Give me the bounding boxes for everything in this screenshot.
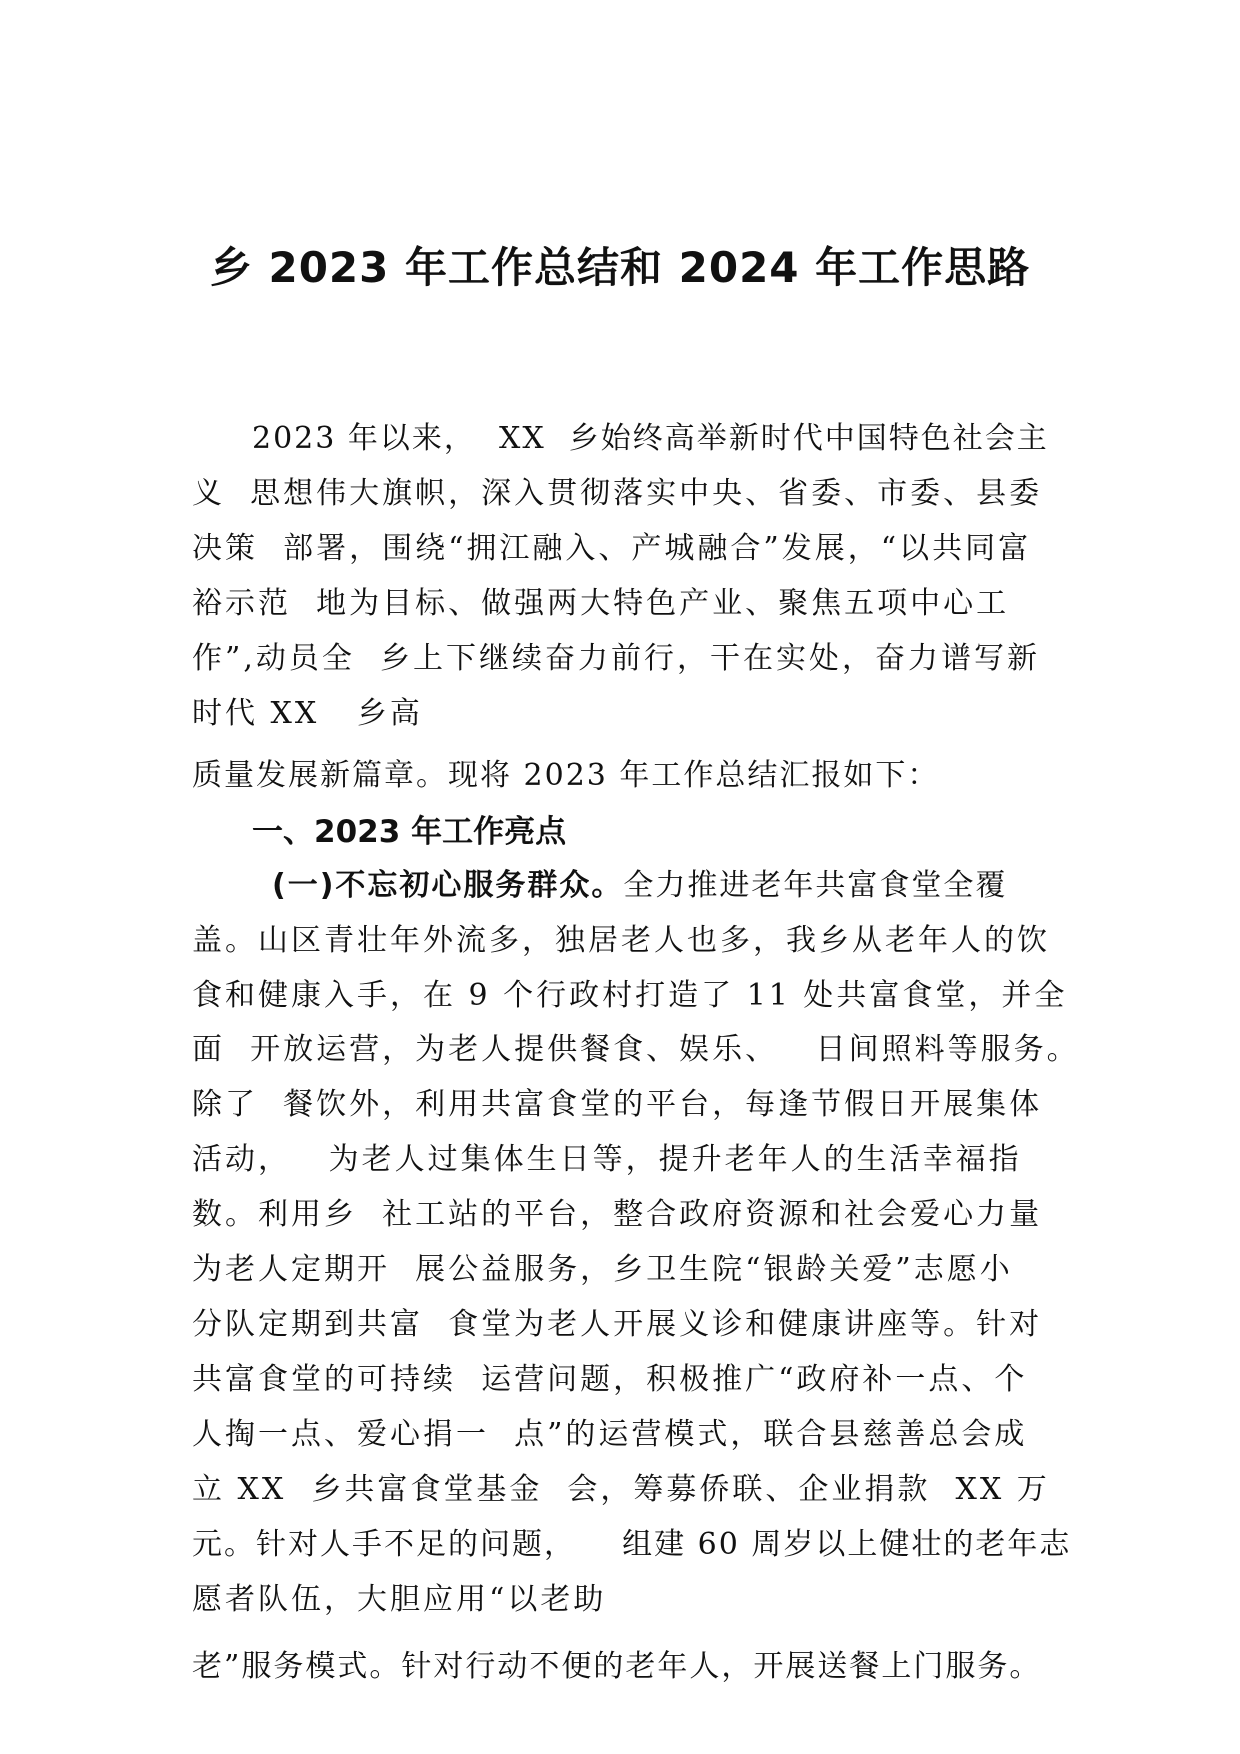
intro-line-6: 时代 XX 乡高 (192, 696, 423, 731)
subsection-line-12: 立 XX 乡共富食堂基金 会，筹募侨联、企业捐款 XX 万 (192, 1472, 1050, 1507)
intro-line-4: 裕示范 地为目标、做强两大特色产业、聚焦五项中心工 (192, 586, 1010, 621)
subsection-line-3: 食和健康入手，在 9 个行政村打造了 11 处共富食堂，并全 (192, 978, 1068, 1013)
intro-line-1: 2023 年以来， XX 乡始终高举新时代中国特色社会主 (252, 421, 1049, 456)
intro-line-3: 决策 部署，围绕“拥江融入、产城融合”发展，“以共同富 (192, 531, 1032, 566)
subsection-line-1: 全力推进老年共富食堂全覆 (623, 868, 1008, 903)
intro-line-5: 作”,动员全 乡上下继续奋力前行，干在实处，奋力谱写新 (192, 641, 1040, 676)
subsection-line-2: 盖。山区青壮年外流多，独居老人也多，我乡从老年人的饮 (192, 923, 1050, 958)
subsection-line-11: 人掏一点、爱心捐一 点”的运营模式，联合县慈善总会成 (192, 1417, 1028, 1452)
subsection-line-6: 活动， 为老人过集体生日等，提升老年人的生活幸福指 (192, 1142, 1022, 1177)
subsection-line-9: 分队定期到共富 食堂为老人开展义诊和健康讲座等。针对 (192, 1307, 1043, 1342)
subsection-first-line (272, 866, 1007, 906)
subsection-line-8: 为老人定期开 展公益服务，乡卫生院“银龄关爱”志愿小 (192, 1252, 1013, 1287)
subsection-lead: (一)不忘初心服务群众。 (272, 868, 624, 903)
section-heading: 一、2023 年工作亮点 (252, 814, 567, 850)
intro-line-2: 义 思想伟大旗帜，深入贯彻落实中央、省委、市委、县委 (192, 476, 1043, 511)
subsection-line-7: 数。利用乡 社工站的平台，整合政府资源和社会爱心力量 (192, 1197, 1043, 1232)
subsection-line-4: 面 开放运营，为老人提供餐食、娱乐、 日间照料等服务。 (192, 1032, 1080, 1067)
document-title: 乡 2023 年工作总结和 2024 年工作思路 (209, 243, 1031, 292)
subsection-line-10: 共富食堂的可持续 运营问题，积极推广“政府补一点、个 (192, 1362, 1028, 1397)
subsection-line-14: 愿者队伍，大胆应用“以老助 (192, 1582, 607, 1617)
subsection-line-15: 老”服务模式。针对行动不便的老年人，开展送餐上门服务。 (192, 1649, 1042, 1684)
subsection-line-5: 除了 餐饮外，利用共富食堂的平台，每逢节假日开展集体 (192, 1087, 1043, 1122)
intro-line-7: 质量发展新篇章。现将 2023 年工作总结汇报如下： (192, 758, 940, 793)
subsection-line-13: 元。针对人手不足的问题， 组建 60 周岁以上健壮的老年志 (192, 1527, 1072, 1562)
